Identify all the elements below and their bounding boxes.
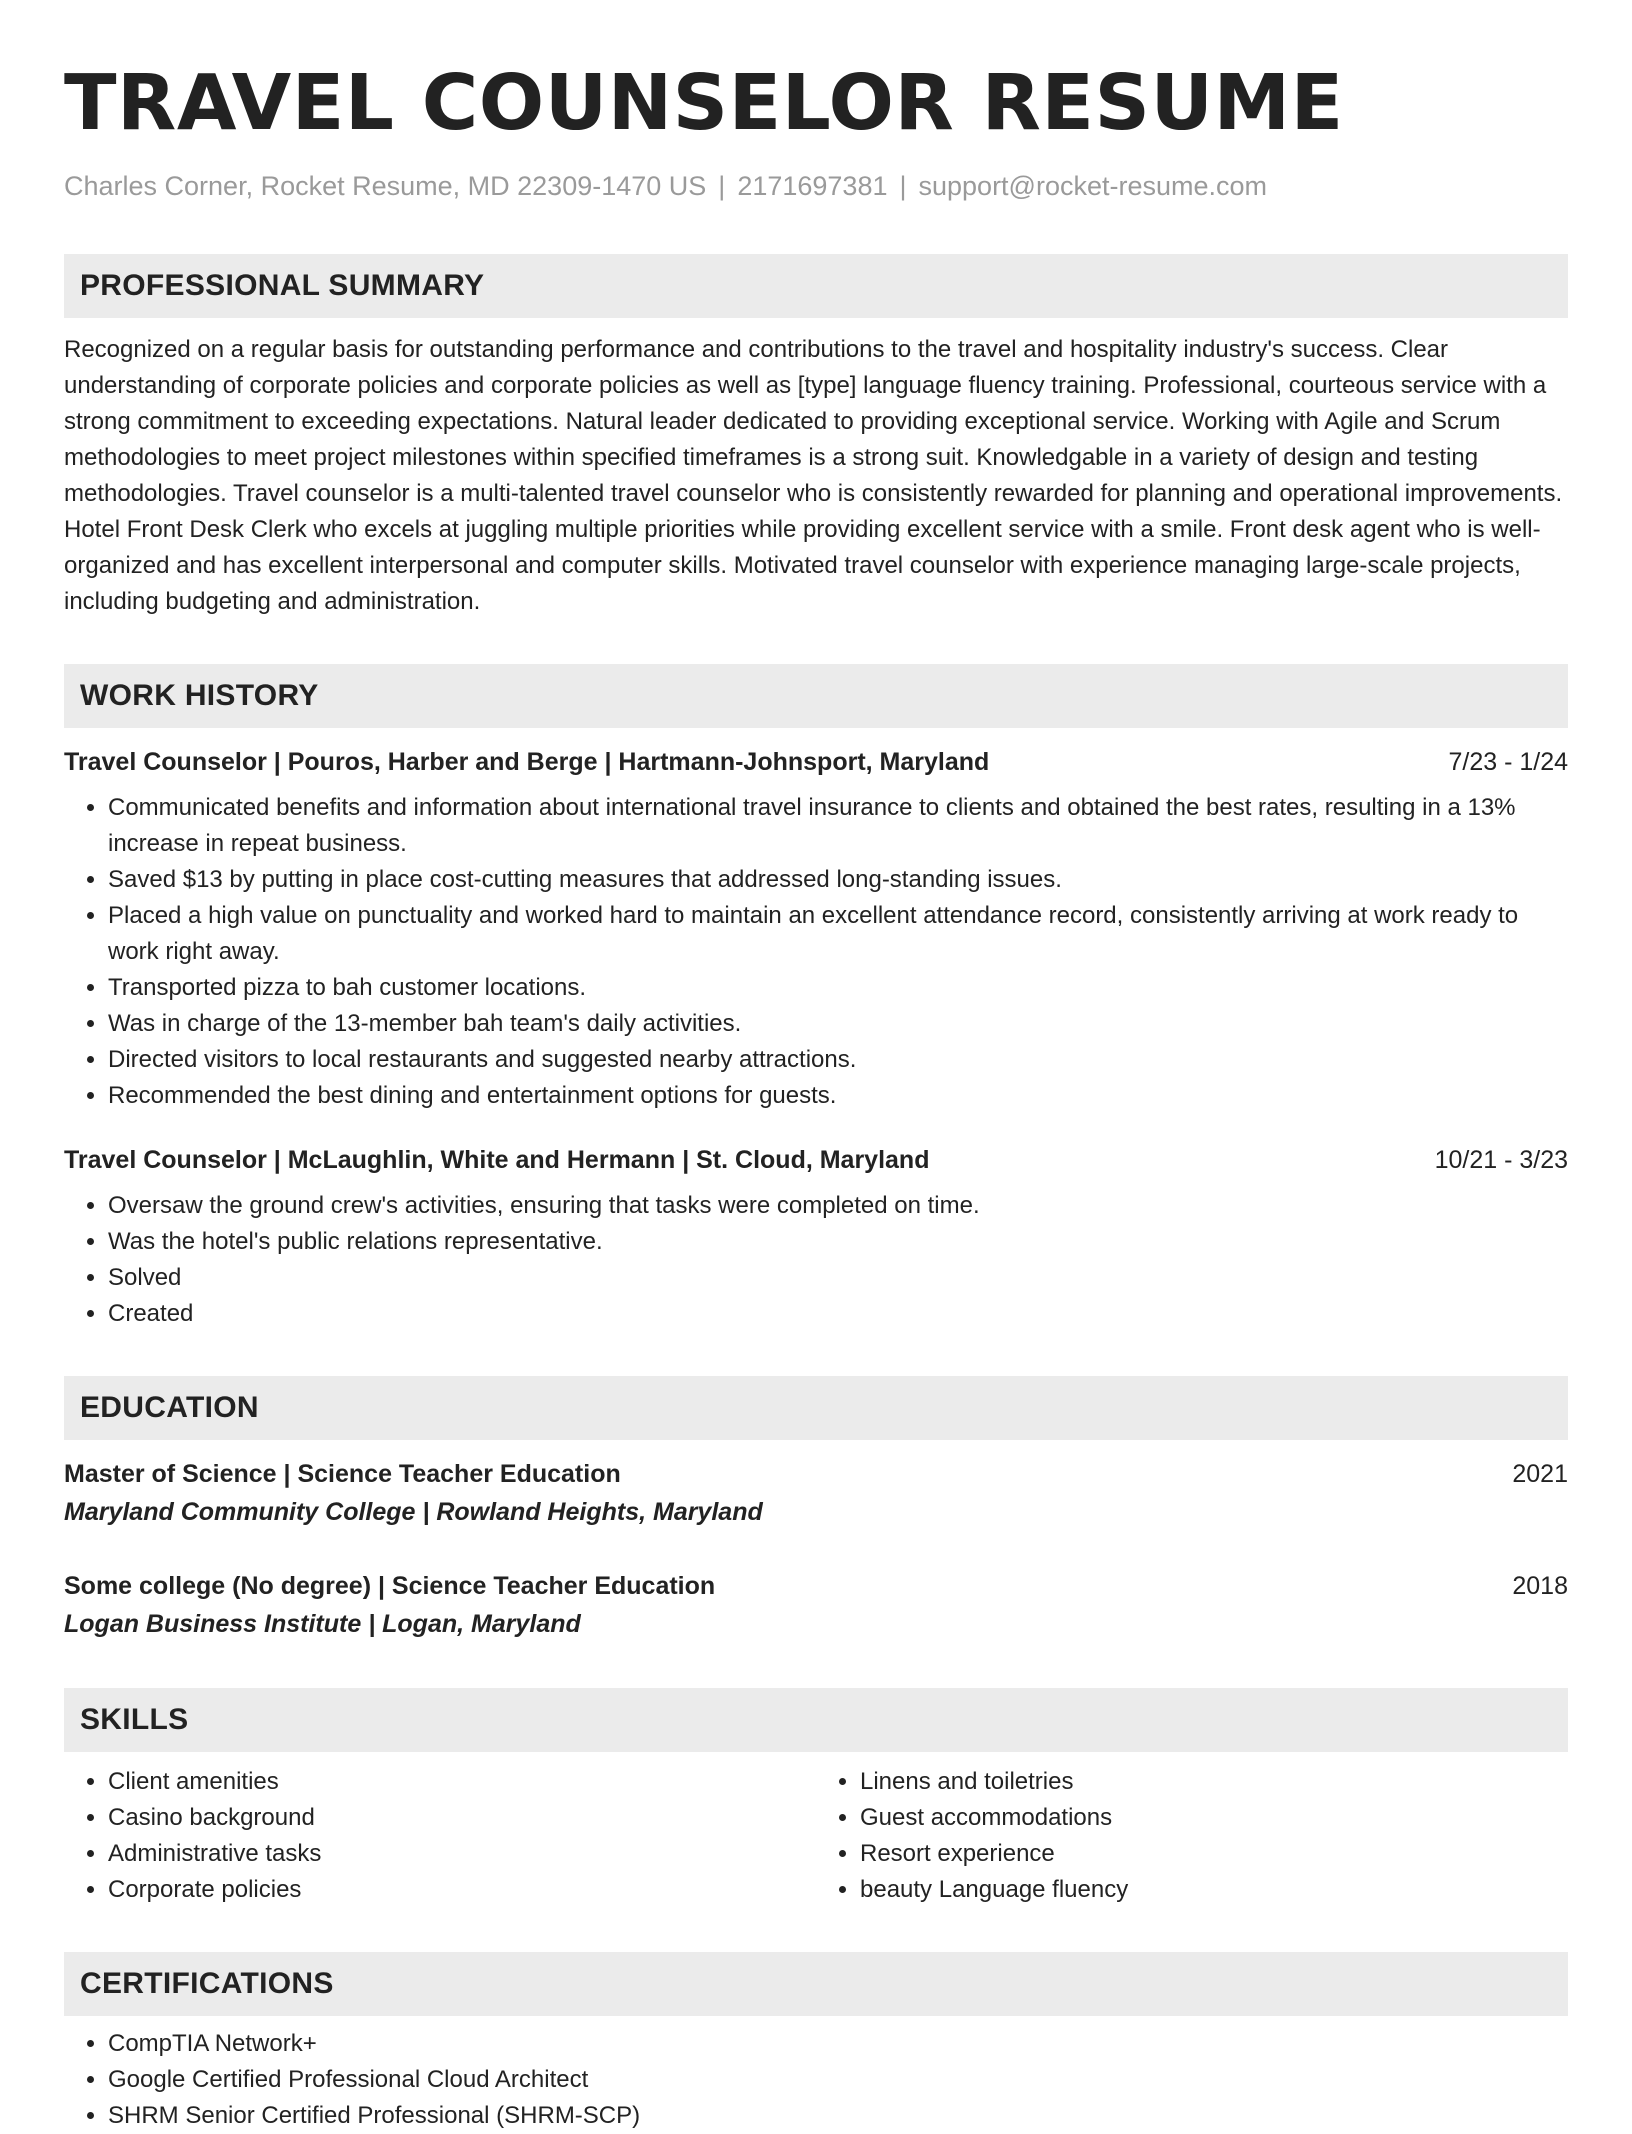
contact-separator: | <box>718 171 726 201</box>
job-header <box>64 1142 1568 1178</box>
list-item: • Solved <box>108 1260 1568 1296</box>
list-item: • SHRM Senior Certified Professional (SHRM-SCP) <box>108 2098 1568 2134</box>
job-title: Travel Counselor | McLaughlin, White and Hermann | St. Cloud, Maryland <box>64 1146 930 1174</box>
contact-phone: 2171697381 <box>737 171 888 201</box>
list-item: • Was in charge of the 13-member bah team's daily activities. <box>108 1006 1568 1042</box>
skills-list-left <box>64 1764 816 1908</box>
list-item: • Transported pizza to bah customer locations. <box>108 970 1568 1006</box>
education-year: 2021 <box>1512 1460 1568 1488</box>
list-item: • Saved $13 by putting in place cost-cutting measures that addressed long-standing issues. <box>108 862 1568 898</box>
list-item: • beauty Language fluency <box>860 1872 1568 1908</box>
education-degree: Some college (No degree) | Science Teacher Education <box>64 1572 716 1600</box>
list-item: • Recommended the best dining and entertainment options for guests. <box>108 1078 1568 1114</box>
certifications-list <box>64 2026 1568 2134</box>
contact-email: support@rocket-resume.com <box>918 171 1268 201</box>
section-heading-summary: PROFESSIONAL SUMMARY <box>64 254 1568 318</box>
list-item: • Placed a high value on punctuality and worked hard to maintain an excellent attendance record, consistently arriving at work ready to work right away. <box>108 898 1568 970</box>
list-item: • Corporate policies <box>108 1872 816 1908</box>
list-item: • Oversaw the ground crew's activities, ensuring that tasks were completed on time. <box>108 1188 1568 1224</box>
list-item: • Casino background <box>108 1800 816 1836</box>
section-heading-certifications: CERTIFICATIONS <box>64 1952 1568 2016</box>
list-item: • CompTIA Network+ <box>108 2026 1568 2062</box>
resume-title: TRAVEL COUNSELOR RESUME <box>64 59 1344 148</box>
section-heading-work: WORK HISTORY <box>64 664 1568 728</box>
list-item: • Google Certified Professional Cloud Architect <box>108 2062 1568 2098</box>
job-dates: 10/21 - 3/23 <box>1434 1146 1568 1174</box>
contact-address: Charles Corner, Rocket Resume, MD 22309-1470 US <box>64 171 707 201</box>
contact-line <box>64 168 1568 204</box>
list-item: • Guest accommodations <box>860 1800 1568 1836</box>
job-header <box>64 744 1568 780</box>
list-item: • Linens and toiletries <box>860 1764 1568 1800</box>
section-heading-skills: SKILLS <box>64 1688 1568 1752</box>
list-item: • Client amenities <box>108 1764 816 1800</box>
skills-list-right <box>816 1764 1568 1908</box>
education-row <box>64 1456 1568 1492</box>
job-dates: 7/23 - 1/24 <box>1448 748 1568 776</box>
job-bullets <box>64 1188 1568 1332</box>
education-year: 2018 <box>1512 1572 1568 1600</box>
skills-columns <box>64 1764 1568 1908</box>
education-row <box>64 1568 1568 1604</box>
list-item: • Directed visitors to local restaurants and suggested nearby attractions. <box>108 1042 1568 1078</box>
list-item: • Resort experience <box>860 1836 1568 1872</box>
education-school: Logan Business Institute | Logan, Maryland <box>64 1610 581 1638</box>
list-item: • Created <box>108 1296 1568 1332</box>
job-bullets <box>64 790 1568 1114</box>
list-item: • Was the hotel's public relations representative. <box>108 1224 1568 1260</box>
education-school: Maryland Community College | Rowland Heights, Maryland <box>64 1498 763 1526</box>
education-entry <box>64 1568 1568 1644</box>
education-entry <box>64 1456 1568 1532</box>
list-item: • Administrative tasks <box>108 1836 816 1872</box>
education-degree: Master of Science | Science Teacher Education <box>64 1460 621 1488</box>
job-title: Travel Counselor | Pouros, Harber and Berge | Hartmann-Johnsport, Maryland <box>64 748 990 776</box>
list-item: • Communicated benefits and information about international travel insurance to clients and obtained the best rates, resulting in a 13% increase in repeat business. <box>108 790 1568 862</box>
section-heading-education: EDUCATION <box>64 1376 1568 1440</box>
contact-separator: | <box>899 171 907 201</box>
summary-text: Recognized on a regular basis for outstanding performance and contributions to the travel and hospitality industry's success. Clear understanding of corporate policies and corporate policies as well as [type] language fluency training. Professional, courteous service with a strong commitment to exceeding expectations. Natural leader dedicated to providing exceptional service. Working with Agile and Scrum methodologies to meet project milestones within specified timeframes is a strong suit. Knowledgable in a variety of design and testing methodologies. Travel counselor is a multi-talented travel counselor who is consistently rewarded for planning and operational improvements. Hotel Front Desk Clerk who excels at juggling multiple priorities while providing excellent service with a smile. Front desk agent who is well-organized and has excellent interpersonal and computer skills. Motivated travel counselor with experience managing large-scale projects, including budgeting and administration. <box>64 336 1563 615</box>
